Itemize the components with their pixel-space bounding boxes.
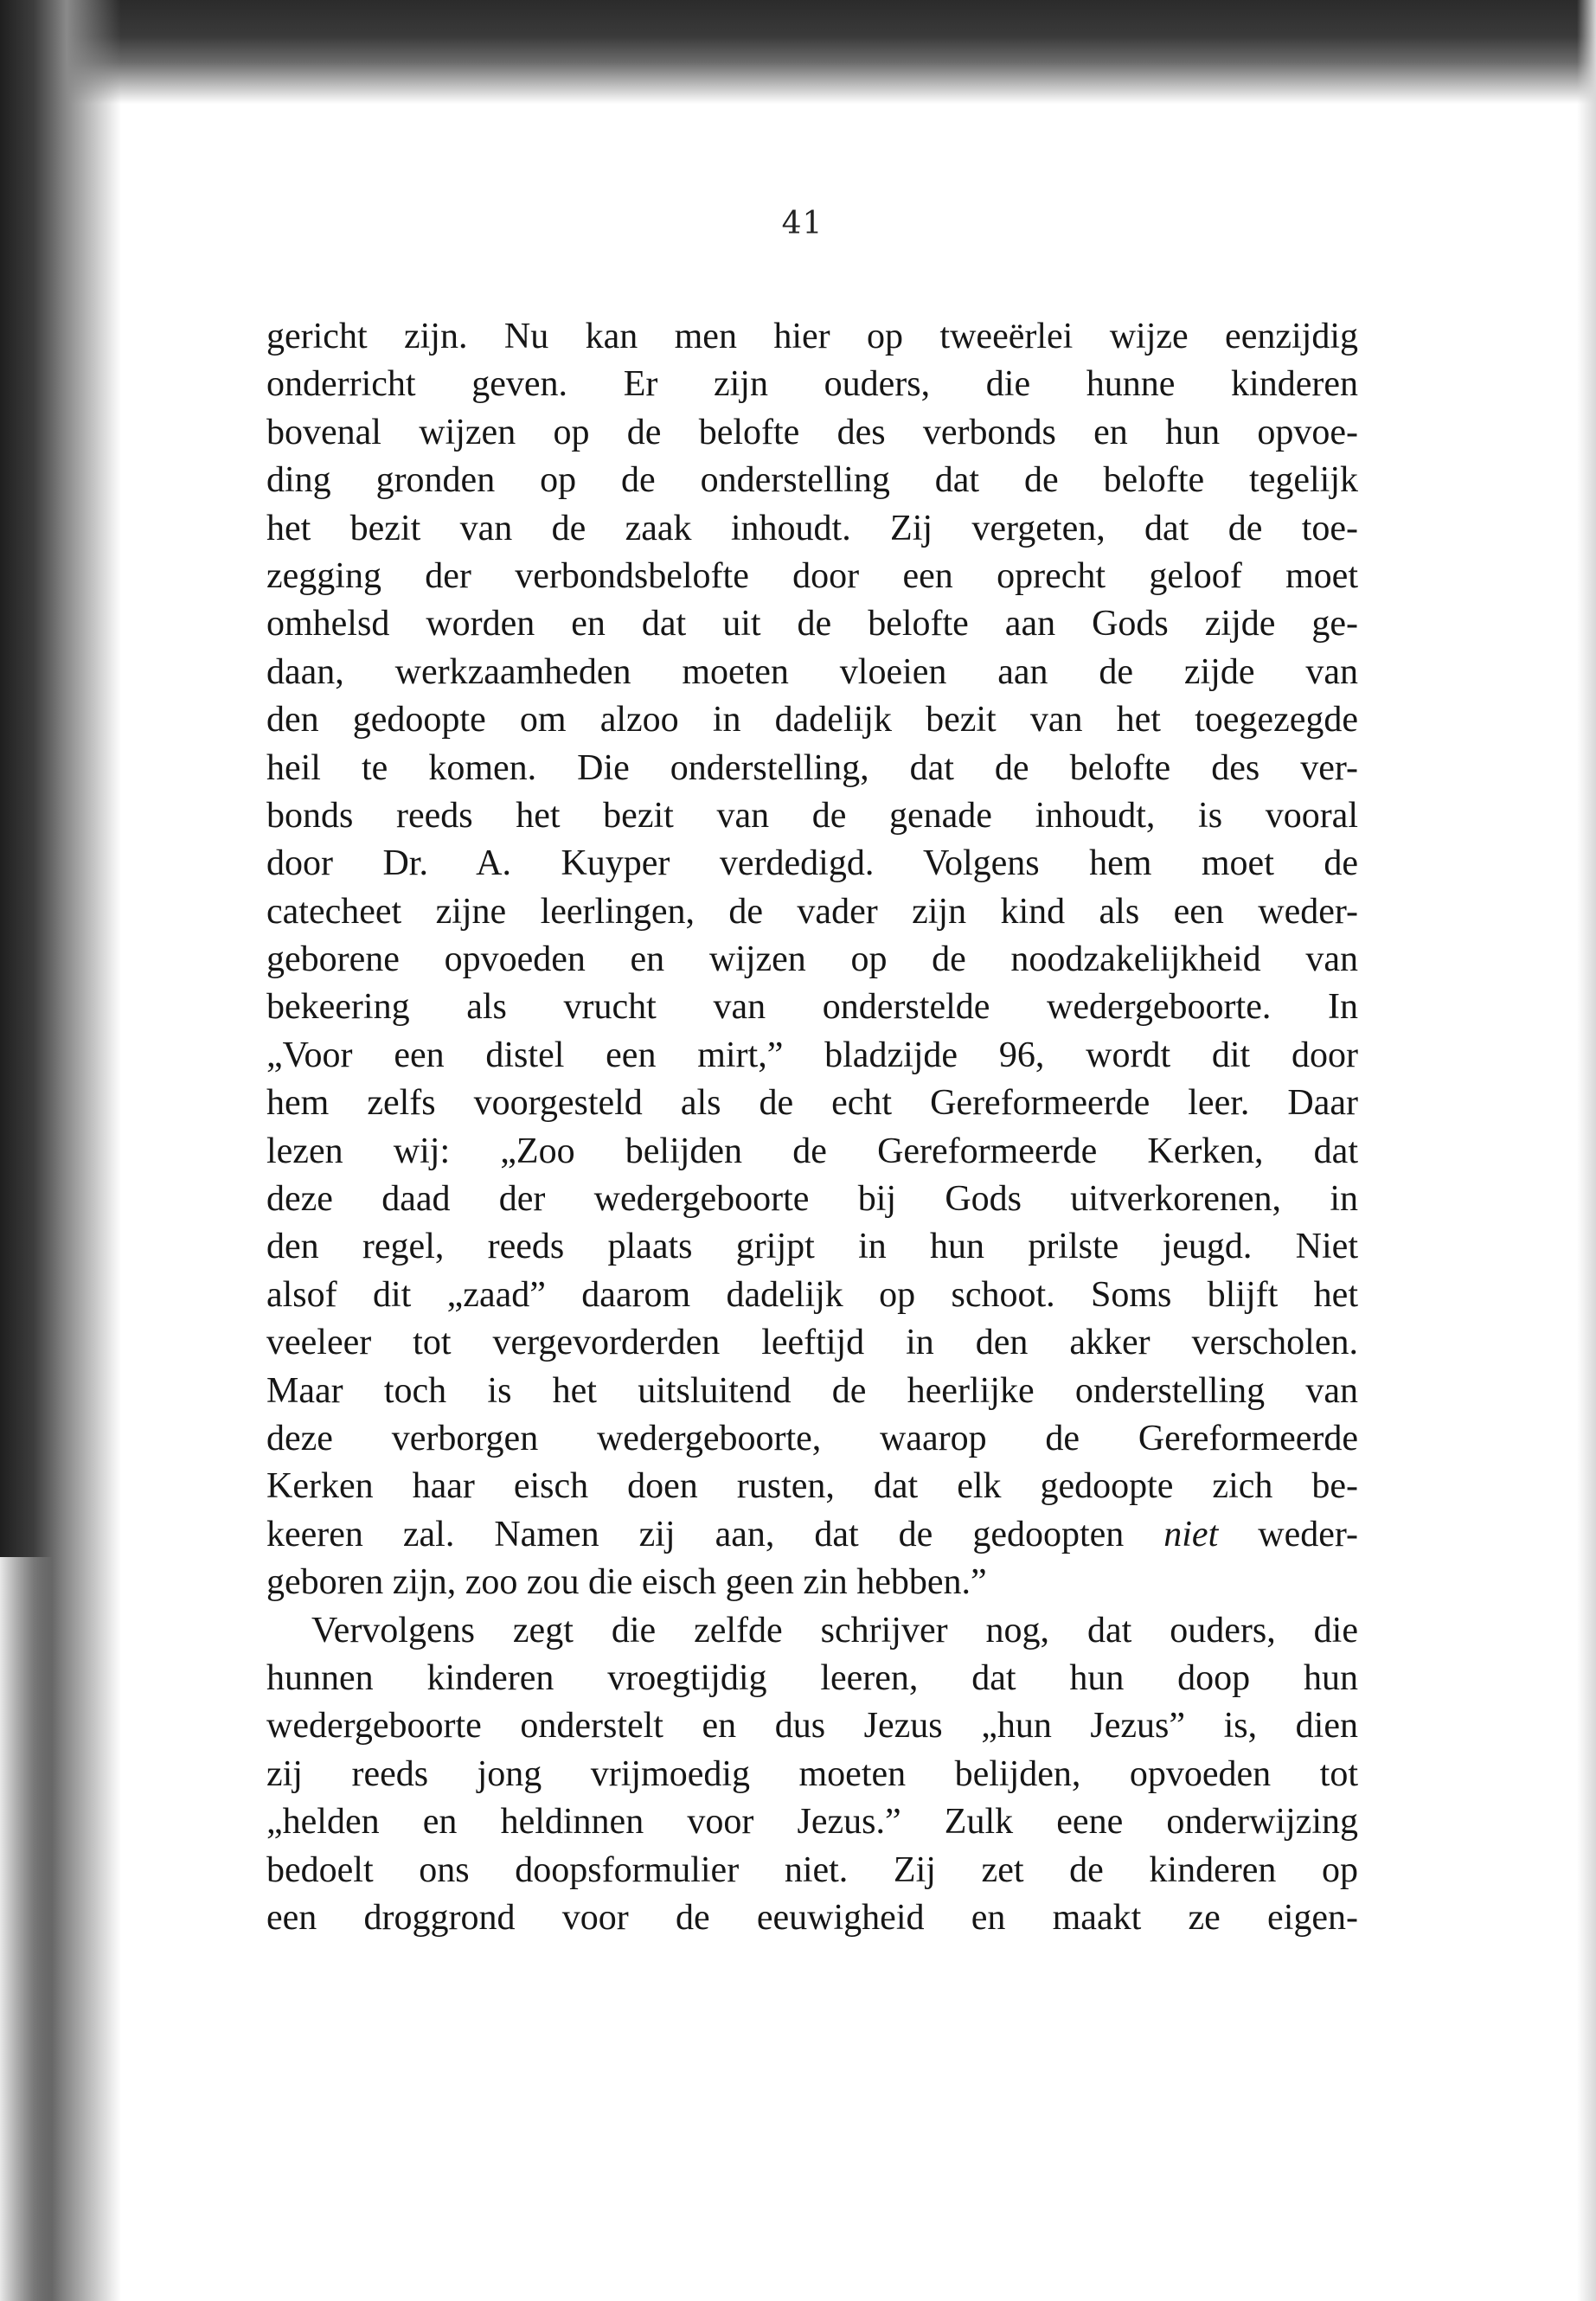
text-line: Kerken haar eisch doen rusten, dat elk gedoopte zich be- (266, 1466, 1358, 1507)
left-scan-shadow-lower (0, 1557, 52, 2301)
text-line: hunnen kinderen vroegtijdig leeren, dat hun doop hun (266, 1657, 1358, 1698)
text-line: bedoelt ons doopsformulier niet. Zij zet de kinderen op (266, 1849, 1358, 1890)
text-line: het bezit van de zaak inhoudt. Zij vergeten, dat de toe- (266, 508, 1358, 548)
text-line: „helden en heldinnen voor Jezus.” Zulk eene onderwijzing (266, 1802, 1358, 1843)
text-line: daan, werkzaamheden moeten vloeien aan de zijde van (266, 651, 1358, 692)
text-line: „Voor een distel een mirt,” bladzijde 96, wordt dit door (266, 1035, 1358, 1075)
text-line-paragraph-start: Vervolgens zegt die zelfde schrijver nog, dat ouders, die (311, 1610, 1358, 1650)
text-line: den gedoopte om alzoo in dadelijk bezit van het toegezegde (266, 700, 1358, 740)
text-line-with-emphasis (266, 1511, 1358, 1559)
text-line: deze verborgen wedergeboorte, waarop de Gereformeerde (266, 1418, 1358, 1458)
page-number: 41 (781, 206, 824, 241)
text-line: ding gronden op de onderstelling dat de belofte tegelijk (266, 460, 1358, 501)
text-line: Maar toch is het uitsluitend de heerlijke onderstelling van (266, 1370, 1358, 1411)
emphasis-italic-word: niet (1163, 1514, 1219, 1554)
text-line: lezen wij: „Zoo belijden de Gereformeerde Kerken, dat (266, 1131, 1358, 1171)
emphasis-after: weder- (1218, 1514, 1358, 1554)
text-line: veeleer tot vergevorderden leeftijd in den akker verscholen. (266, 1323, 1358, 1363)
emphasis-before: keeren zal. Namen zij aan, dat de gedoopten (266, 1514, 1164, 1554)
text-line: hem zelfs voorgesteld als de echt Gereformeerde leer. Daar (266, 1083, 1358, 1124)
text-line: onderricht geven. Er zijn ouders, die hunne kinderen (266, 364, 1358, 405)
text-line: omhelsd worden en dat uit de belofte aan Gods zijde ge- (266, 604, 1358, 644)
text-line: bekeering als vrucht van onderstelde wedergeboorte. In (266, 987, 1358, 1028)
text-line: geboren zijn, zoo zou die eisch geen zin hebben.” (266, 1562, 987, 1603)
text-line: zegging der verbondsbelofte door een oprecht geloof moet (266, 555, 1358, 596)
text-line: heil te komen. Die onderstelling, dat de belofte des ver- (266, 747, 1358, 788)
top-scan-shadow (0, 0, 1596, 104)
text-line: wedergeboorte onderstelt en dus Jezus „hun Jezus” is, dien (266, 1706, 1358, 1747)
text-line: alsof dit „zaad” daarom dadelijk op schoot. Soms blijft het (266, 1274, 1358, 1315)
text-line: bovenal wijzen op de belofte des verbonds en hun opvoe- (266, 412, 1358, 452)
text-line: deze daad der wedergeboorte bij Gods uitverkorenen, in (266, 1179, 1358, 1220)
text-line: bonds reeds het bezit van de genade inhoudt, is vooral (266, 795, 1358, 836)
text-line: door Dr. A. Kuyper verdedigd. Volgens hem moet de (266, 843, 1358, 884)
text-line: geborene opvoeden en wijzen op de noodzakelijkheid van (266, 939, 1358, 980)
text-line: een droggrond voor de eeuwigheid en maakt ze eigen- (266, 1897, 1358, 1938)
body-text (266, 313, 1358, 1942)
text-line: den regel, reeds plaats grijpt in hun prilste jeugd. Niet (266, 1227, 1358, 1267)
text-line: gericht zijn. Nu kan men hier op tweeërlei wijze eenzijdig (266, 317, 1358, 356)
text-line: zij reeds jong vrijmoedig moeten belijden, opvoeden tot (266, 1753, 1358, 1794)
text-line: catecheet zijne leerlingen, de vader zijn kind als een weder- (266, 891, 1358, 932)
right-page-edge (1577, 0, 1596, 2301)
